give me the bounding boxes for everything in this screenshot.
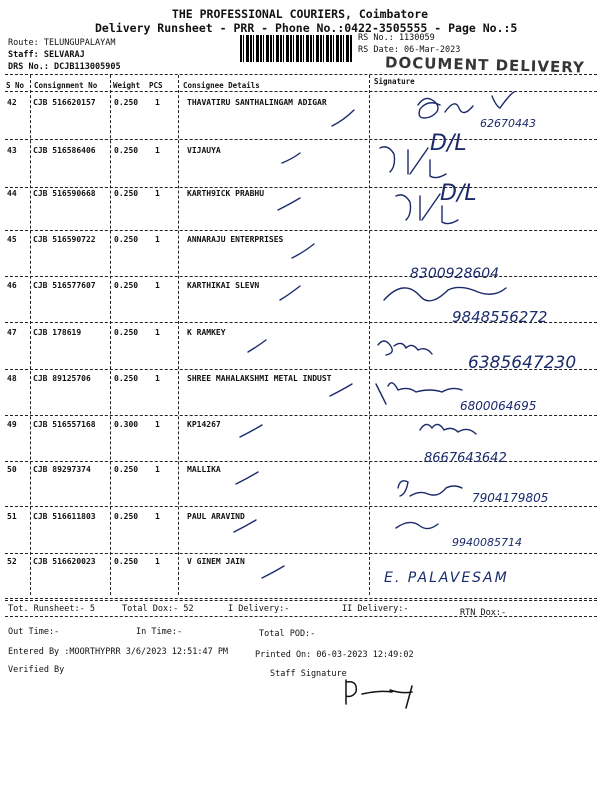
row-divider [5,187,597,188]
staff-signature-label: Staff Signature [270,669,347,679]
row-pcs: 1 [155,328,160,337]
tot-runsheet: Tot. Runsheet:- 5 [8,604,95,614]
signature-number: 9940085714 [452,536,522,549]
row-consignee: VIJAUYA [187,146,221,155]
col-pcs: PCS [149,81,163,90]
signature-name: E. PALAVESAM [384,570,509,586]
route-label: Route: TELUNGUPALAYAM [8,38,116,48]
row-pcs: 1 [155,98,160,107]
row-divider [5,276,597,277]
document-delivery-stamp: DOCUMENT DELIVERY [384,53,586,77]
rs-number: RS No.: 1130059 [358,33,435,43]
row-pcs: 1 [155,281,160,290]
col-consignee: Consignee Details [183,81,260,90]
col-consignment: Consignment No [34,81,98,90]
row-weight: 0.250 [114,465,139,474]
row-consignment-no: CJB 516590722 [33,235,96,244]
runsheet-subtitle: Delivery Runsheet - PRR - Phone No.:0422-3505555 - Page No.:5 [95,21,518,35]
verified-by: Verified By [8,665,65,675]
signature-number: 9848556272 [452,308,548,326]
ii-delivery: II Delivery:- [342,604,409,614]
total-dox: Total Dox:- 52 [122,604,194,614]
row-consignee: SHREE MAHALAKSHMI METAL INDUST [187,374,332,383]
row-sno: 43 [7,146,17,155]
divider [5,616,597,617]
signature-number: 8300928604 [410,266,500,282]
col-signature: Signature [374,77,415,86]
row-consignee: MALLIKA [187,465,221,474]
row-consignment-no: CJB 516577607 [33,281,96,290]
rtn-dox: RTN Dox:- [460,608,507,618]
row-sno: 51 [7,512,17,521]
row-pcs: 1 [155,146,160,155]
row-weight: 0.250 [114,281,139,290]
row-weight: 0.300 [114,420,139,429]
row-consignee: V GINEM JAIN [187,557,245,566]
signature-number: 6385647230 [468,353,577,373]
row-consignment-no: CJB 516620023 [33,557,96,566]
row-weight: 0.250 [114,557,139,566]
row-consignment-no: CJB 89125706 [33,374,91,383]
staff-signature-scribble [346,680,412,708]
row-weight: 0.250 [114,235,139,244]
signature-number: 8667643642 [424,451,507,466]
signature-number: 62670443 [480,117,536,130]
row-consignment-no: CJB 516557168 [33,420,96,429]
divider [110,75,111,595]
rs-date: RS Date: 06-Mar-2023 [358,45,461,55]
row-sno: 45 [7,235,17,244]
entered-by: Entered By :MOORTHYPRR 3/6/2023 12:51:47 PM [8,647,229,657]
drs-label: DRS No.: DCJB113005905 [8,62,121,72]
row-pcs: 1 [155,235,160,244]
barcode-image [240,35,352,62]
divider [178,75,179,595]
row-sno: 46 [7,281,17,290]
row-weight: 0.250 [114,146,139,155]
row-weight: 0.250 [114,98,139,107]
row-sno: 47 [7,328,17,337]
row-pcs: 1 [155,374,160,383]
row-divider [5,461,597,462]
row-sno: 52 [7,557,17,566]
row-weight: 0.250 [114,374,139,383]
signature-dl: D/L [440,181,477,206]
row-consignee: THAVATIRU SANTHALINGAM ADIGAR [187,98,327,107]
row-pcs: 1 [155,465,160,474]
row-consignment-no: CJB 89297374 [33,465,91,474]
row-consignment-no: CJB 516586406 [33,146,96,155]
row-sno: 50 [7,465,17,474]
row-consignee: ANNARAJU ENTERPRISES [187,235,284,244]
divider [5,600,597,601]
signature-number: 7904179805 [472,491,549,505]
staff-label: Staff: SELVARAJ [8,50,85,60]
row-weight: 0.250 [114,189,139,198]
row-pcs: 1 [155,512,160,521]
row-pcs: 1 [155,189,160,198]
row-consignee: PAUL ARAVIND [187,512,245,521]
row-consignee: KARTHIKAI SLEVN [187,281,260,290]
in-time: In Time:- [136,627,183,637]
company-title: THE PROFESSIONAL COURIERS, Coimbatore [171,7,429,21]
row-consignment-no: CJB 516590668 [33,189,96,198]
row-pcs: 1 [155,420,160,429]
signature-scribble [418,92,514,118]
row-divider [5,553,597,554]
divider [369,75,370,595]
i-delivery: I Delivery:- [228,604,290,614]
row-sno: 48 [7,374,17,383]
row-weight: 0.250 [114,512,139,521]
row-sno: 49 [7,420,17,429]
printed-on: Printed On: 06-03-2023 12:49:02 [255,650,414,660]
row-consignment-no: CJB 516611803 [33,512,96,521]
row-weight: 0.250 [114,328,139,337]
col-sno: S No [6,81,25,90]
row-consignment-no: CJB 516620157 [33,98,96,107]
row-consignee: K RAMKEY [187,328,226,337]
row-divider [5,322,597,323]
row-consignee: KP14267 [187,420,221,429]
divider [5,91,597,92]
row-consignee: KARTH9ICK PRABHU [187,189,265,198]
signature-dl: D/L [430,131,467,156]
signature-number: 6800064695 [460,399,537,413]
col-weight: Weight [113,81,141,90]
divider [30,75,31,595]
row-consignment-no: CJB 178619 [33,328,82,337]
row-divider [5,506,597,507]
row-sno: 44 [7,189,17,198]
row-divider [5,369,597,370]
out-time: Out Time:- [8,627,60,637]
total-pod: Total POD:- [259,629,316,639]
row-pcs: 1 [155,557,160,566]
row-divider [5,415,597,416]
row-divider [5,139,597,140]
row-divider [5,598,597,599]
row-divider [5,230,597,231]
divider [5,74,597,75]
row-sno: 42 [7,98,17,107]
